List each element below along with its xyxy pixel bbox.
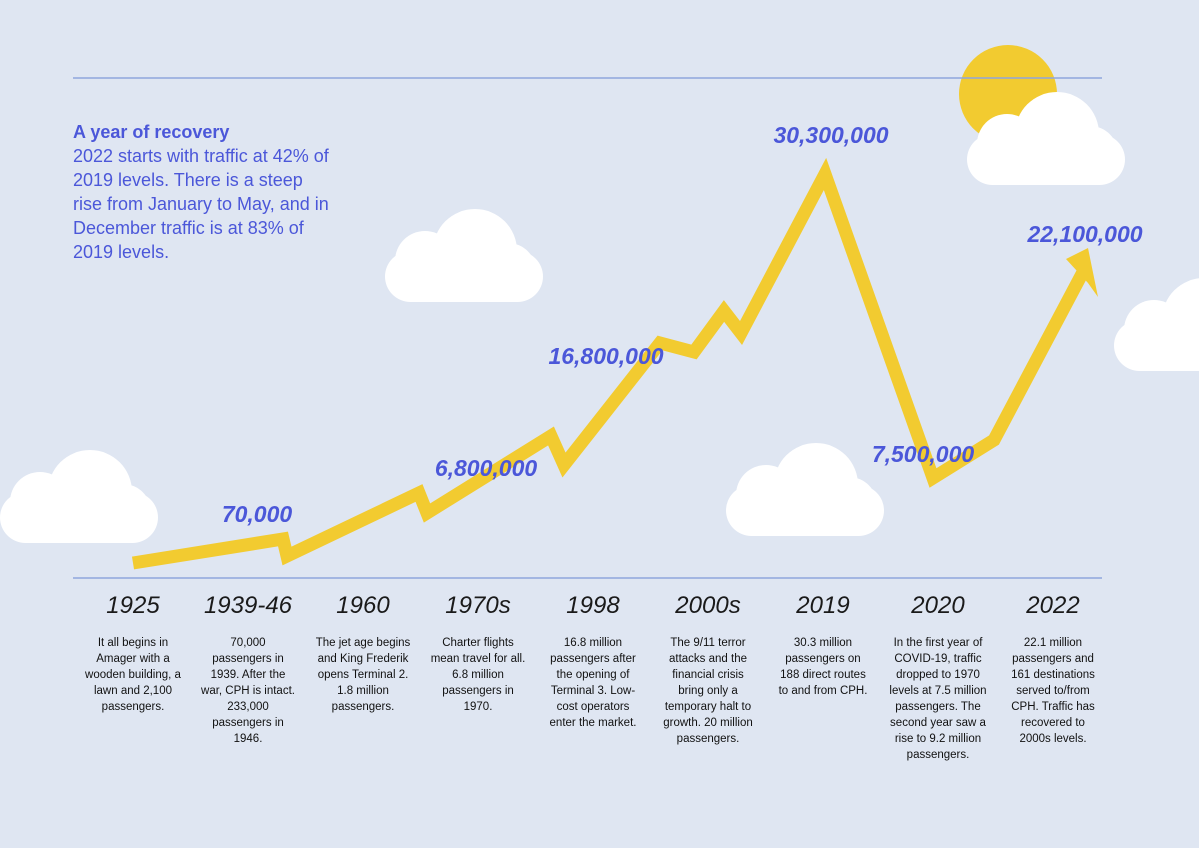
timeline-description: 30.3 million passengers on 188 direct routes to and from CPH. [778,637,868,697]
cloud-icon [385,209,543,302]
timeline-year: 2000s [675,592,741,619]
timeline-year: 1970s [445,592,511,619]
intro-block [73,120,335,264]
cloud-icon [726,443,884,536]
timeline-description: 16.8 million passengers after the opening of Terminal 3. Low-cost operators enter the market. [549,637,637,729]
timeline-year: 2019 [796,592,850,619]
timeline-year: 2022 [1026,592,1080,619]
intro-title: A year of recovery [73,122,230,142]
timeline-year: 1960 [336,592,390,619]
intro-body: 2022 starts with traffic at 42% of 2019 levels. There is a steep rise from January to May, and in December traffic is at 83% of 2019 levels. [73,146,329,262]
timeline-description: 22.1 million passengers and 161 destinations served to/from CPH. Traffic has recovered to 2000s levels. [1011,637,1095,745]
timeline-year: 2020 [911,592,965,619]
cloud-icon [1114,278,1199,371]
timeline-year: 1998 [566,592,620,619]
data-label: 16,800,000 [548,343,664,369]
timeline-description: In the first year of COVID-19, traffic dropped to 1970 levels at 7.5 million passengers. The second year saw a rise to 9.2 million passengers. [889,637,987,761]
timeline-year: 1939-46 [203,592,293,619]
data-label: 6,800,000 [434,455,538,481]
timeline-description: The 9/11 terror attacks and the financial crisis bring only a temporary halt to growth. 20 million passengers. [663,637,753,745]
data-label: 22,100,000 [1027,221,1143,247]
data-label: 30,300,000 [773,122,889,148]
timeline-description: It all begins in Amager with a wooden building, a lawn and 2,100 passengers. [85,637,181,713]
timeline-year: 1925 [106,592,160,619]
timeline-description: The jet age begins and King Frederik opens Terminal 2. 1.8 million passengers. [315,637,411,713]
data-label: 7,500,000 [871,441,975,467]
timeline-description: 70,000 passengers in 1939. After the war, CPH is intact. 233,000 passengers in 1946. [201,637,295,745]
data-label: 70,000 [221,501,293,527]
timeline-description: Charter flights mean travel for all. 6.8 million passengers in 1970. [430,637,526,713]
cloud-icon [0,450,158,543]
